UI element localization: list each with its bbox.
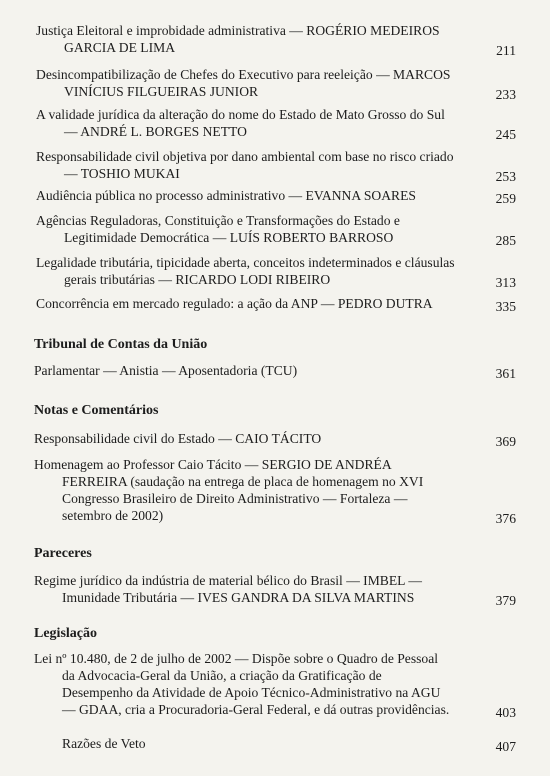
- entry-line: Legalidade tributária, tipicidade aberta, conceitos indeterminados e cláusulas: [36, 255, 455, 270]
- page-number: 376: [495, 511, 516, 526]
- entry-line: — TOSHIO MUKAI: [64, 166, 180, 181]
- page-number: 407: [495, 739, 516, 754]
- entry-line: da Advocacia-Geral da União, a criação da Gratificação de: [62, 668, 382, 683]
- page-number: 253: [495, 169, 516, 184]
- toc-entry: [36, 254, 516, 288]
- entry-line: GARCIA DE LIMA: [64, 40, 176, 55]
- entry-line: VINÍCIUS FILGUEIRAS JUNIOR: [64, 84, 259, 99]
- entry-line: Homenagem ao Professor Caio Tácito — SERGIO DE ANDRÉA: [34, 457, 392, 472]
- entry-line: Concorrência em mercado regulado: a ação da ANP — PEDRO DUTRA: [36, 296, 433, 311]
- entry-line: Desincompatibilização de Chefes do Executivo para reeleição — MARCOS: [36, 67, 451, 82]
- page-number: 233: [495, 87, 516, 102]
- page-number: 211: [496, 43, 516, 58]
- entry-line: FERREIRA (saudação na entrega de placa de homenagem no XVI: [62, 474, 424, 489]
- page-number: 403: [495, 705, 516, 720]
- entry-line: Lei nº 10.480, de 2 de julho de 2002 — Dispõe sobre o Quadro de Pessoal: [34, 651, 439, 666]
- entry-line: gerais tributárias — RICARDO LODI RIBEIRO: [64, 272, 331, 287]
- toc-entry: [34, 650, 516, 718]
- entry-line: Imunidade Tributária — IVES GANDRA DA SILVA MARTINS: [62, 590, 415, 605]
- entry-line: A validade jurídica da alteração do nome do Estado de Mato Grosso do Sul: [36, 107, 445, 122]
- entry-line: Desempenho da Atividade de Apoio Técnico-Administrativo na AGU: [62, 685, 441, 700]
- toc-entry: [36, 212, 516, 246]
- entry-line: — GDAA, cria a Procuradoria-Geral Federal, e dá outras providências.: [62, 702, 450, 717]
- entry-line: setembro de 2002): [62, 508, 164, 523]
- page-number: 335: [495, 299, 516, 314]
- entry-line: Responsabilidade civil objetiva por dano ambiental com base no risco criado: [36, 149, 454, 164]
- entry-line: Audiência pública no processo administrativo — EVANNA SOARES: [36, 188, 416, 203]
- toc-entry: [36, 148, 516, 182]
- entry-line: — ANDRÉ L. BORGES NETTO: [64, 124, 247, 139]
- entry-line: Razões de Veto: [62, 736, 146, 751]
- toc-entry: [34, 456, 516, 524]
- section-heading: Legislação: [34, 626, 97, 641]
- page-number: 313: [495, 275, 516, 290]
- page-number: 245: [495, 127, 516, 142]
- page-number: 369: [495, 434, 516, 449]
- toc-entry: [34, 430, 516, 447]
- entry-line: Congresso Brasileiro de Direito Administrativo — Fortaleza —: [62, 491, 408, 506]
- entry-line: Justiça Eleitoral e improbidade administrativa — ROGÉRIO MEDEIROS: [36, 23, 440, 38]
- entry-line: Responsabilidade civil do Estado — CAIO TÁCITO: [34, 431, 322, 446]
- page-number: 259: [495, 191, 516, 206]
- page-number: 285: [495, 233, 516, 248]
- toc-entry: [36, 22, 516, 56]
- toc-entry: [36, 106, 516, 140]
- entry-line: Regime jurídico da indústria de material bélico do Brasil — IMBEL —: [34, 573, 422, 588]
- toc-entry: [36, 187, 516, 204]
- entry-line: Parlamentar — Anistia — Aposentadoria (TCU): [34, 363, 298, 378]
- entry-line: Agências Reguladoras, Constituição e Transformações do Estado e: [36, 213, 400, 228]
- page-number: 379: [495, 593, 516, 608]
- toc-entry: [36, 66, 516, 100]
- toc-entry: [34, 362, 516, 379]
- section-heading: Pareceres: [34, 546, 92, 561]
- section-heading: Tribunal de Contas da União: [34, 337, 208, 352]
- toc-entry: [36, 295, 516, 312]
- section-heading: Notas e Comentários: [34, 403, 159, 418]
- page-number: 361: [495, 366, 516, 381]
- toc-entry: [34, 735, 516, 752]
- entry-line: Legitimidade Democrática — LUÍS ROBERTO BARROSO: [64, 230, 394, 245]
- toc-entry: [34, 572, 516, 606]
